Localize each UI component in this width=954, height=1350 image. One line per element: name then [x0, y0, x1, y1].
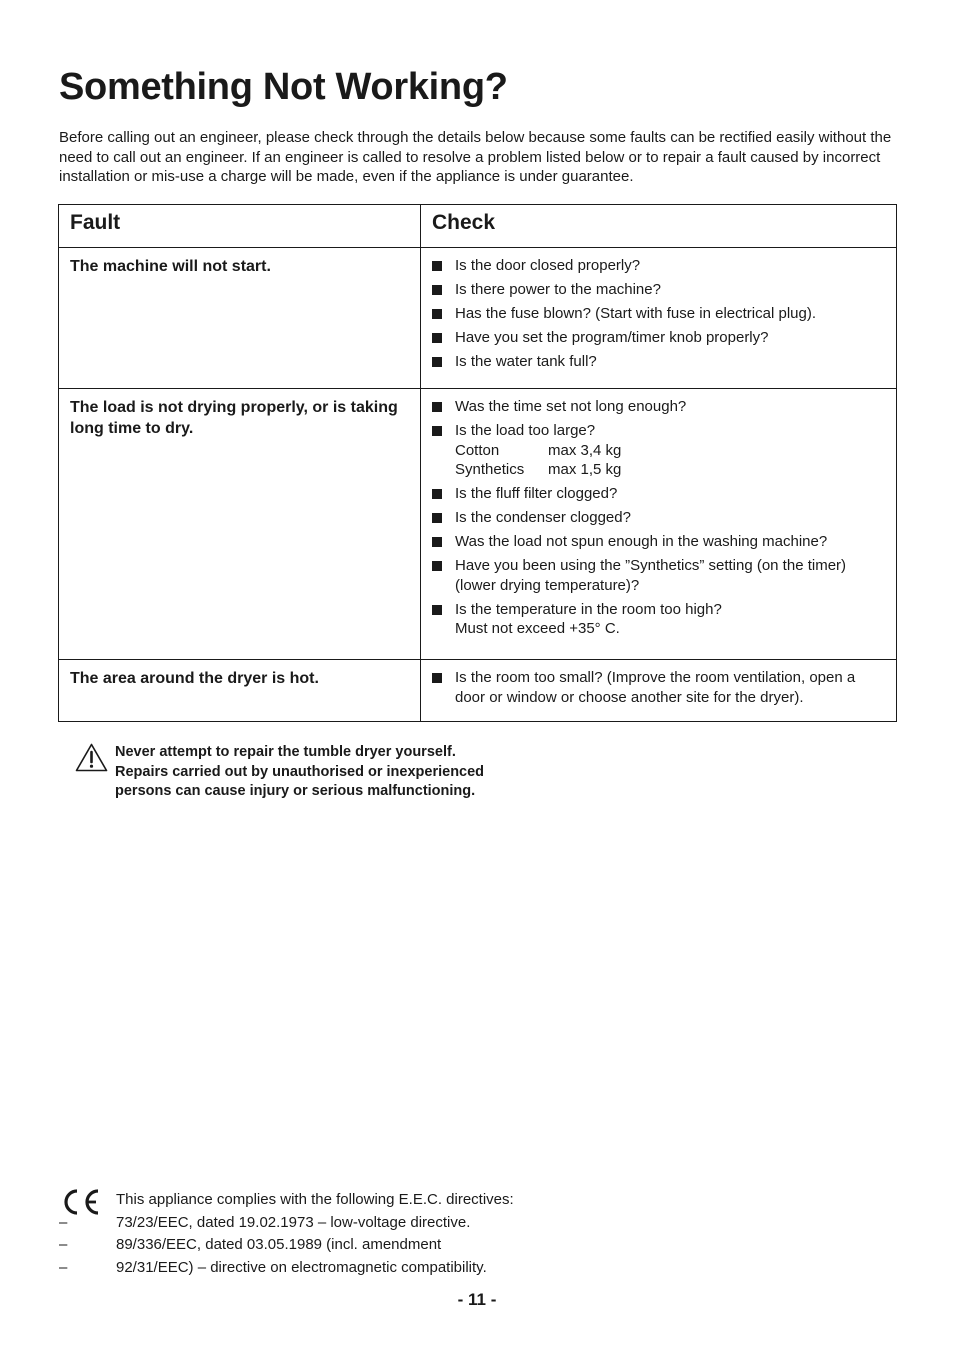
fault-cell [59, 660, 421, 722]
square-bullet-icon [432, 537, 442, 547]
square-bullet-icon [432, 357, 442, 367]
list-item: Is there power to the machine? [432, 280, 885, 300]
list-item: – 92/31/EEC) – directive on electromagnetic compatibility. [59, 1258, 487, 1276]
check-list [432, 256, 885, 372]
compliance-intro: This appliance complies with the following E.E.C. directives: [116, 1191, 514, 1208]
check-cell [421, 660, 897, 722]
table-row [59, 389, 897, 660]
list-item: Was the time set not long enough? [432, 397, 885, 417]
list-item: Is the load too large? Cotton max 3,4 kg Synthetics max 1,5 kg [432, 421, 885, 480]
check-list [432, 397, 885, 639]
warning-triangle-icon [75, 743, 108, 772]
fault-cell [59, 248, 421, 389]
check-cell [421, 248, 897, 389]
fault-text: The load is not drying properly, or is taking long time to dry. [70, 399, 398, 437]
warning-notice [75, 743, 595, 802]
list-item: Is the water tank full? [432, 352, 885, 372]
list-item: Is the door closed properly? [432, 256, 885, 276]
fault-text: The machine will not start. [70, 258, 271, 275]
list-item: Have you been using the ”Synthetics” setting (on the timer) (lower drying temperature)? [432, 556, 885, 595]
square-bullet-icon [432, 402, 442, 412]
square-bullet-icon [432, 489, 442, 499]
list-item: Is the condenser clogged? [432, 508, 885, 528]
fault-text: The area around the dryer is hot. [70, 670, 319, 687]
page-number: - 11 - [457, 1290, 497, 1309]
list-item: Is the temperature in the room too high? Must not exceed +35° C. [432, 600, 885, 639]
square-bullet-icon [432, 426, 442, 436]
list-item: – 73/23/EEC, dated 19.02.1973 – low-voltage directive. [59, 1213, 471, 1231]
intro-paragraph: Before calling out an engineer, please check through the details below because some faults can be rectified easily without the need to call out an engineer. If an engineer is called to resolve a problem listed below or to repair a fault caused by incorrect installation or mis-use a charge will be made, even if the appliance is under guarantee. [59, 129, 892, 185]
check-list [432, 668, 885, 707]
check-cell [421, 389, 897, 660]
temperature-note: Must not exceed +35° C. [455, 620, 620, 637]
table-row [59, 660, 897, 722]
warning-text: Never attempt to repair the tumble dryer yourself. Repairs carried out by unauthorised or inexperienced persons can cause injury or serious malfunctioning. [115, 744, 485, 799]
list-item: Has the fuse blown? (Start with fuse in electrical plug). [432, 304, 885, 324]
troubleshooting-table [58, 204, 897, 722]
load-limit-synthetics: Synthetics max 1,5 kg [455, 461, 622, 478]
square-bullet-icon [432, 513, 442, 523]
square-bullet-icon [432, 309, 442, 319]
square-bullet-icon [432, 673, 442, 683]
fault-cell [59, 389, 421, 660]
load-limit-cotton: Cotton max 3,4 kg [455, 441, 622, 459]
compliance-section [59, 1188, 599, 1279]
directive-list [59, 1212, 599, 1280]
square-bullet-icon [432, 561, 442, 571]
list-item: Was the load not spun enough in the washing machine? [432, 532, 885, 552]
list-item: – 89/336/EEC, dated 03.05.1989 (incl. amendment [59, 1236, 442, 1253]
column-header-check: Check [421, 205, 897, 248]
table-row [59, 248, 897, 389]
list-item: Is the fluff filter clogged? [432, 484, 885, 504]
square-bullet-icon [432, 605, 442, 615]
column-header-fault: Fault [59, 205, 421, 248]
page-title: Something Not Working? [59, 66, 508, 108]
list-item: Have you set the program/timer knob properly? [432, 328, 885, 348]
list-item: Is the room too small? (Improve the room ventilation, open a door or window or choose another site for the dryer). [432, 668, 885, 707]
square-bullet-icon [432, 261, 442, 271]
table-header-row [59, 205, 897, 248]
square-bullet-icon [432, 333, 442, 343]
square-bullet-icon [432, 285, 442, 295]
